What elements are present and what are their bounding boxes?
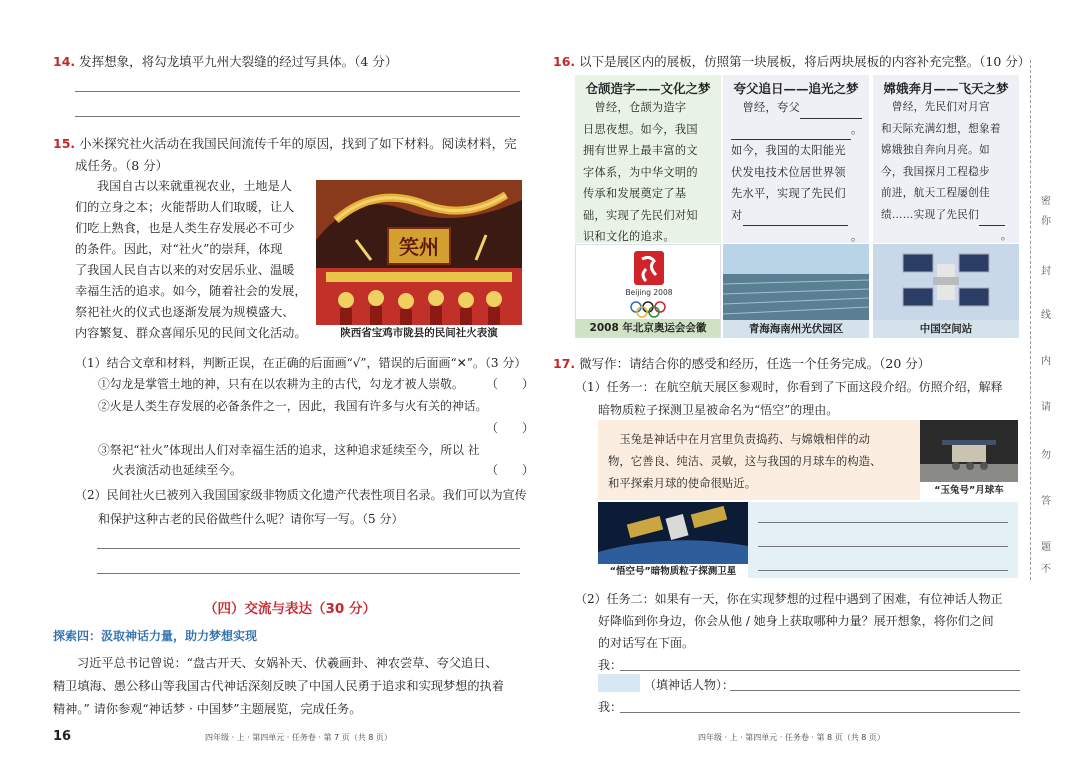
image-caption: 中国空间站 [873, 320, 1019, 338]
rover-illustration [920, 420, 1018, 482]
seal-text: 内 [1041, 356, 1051, 367]
emblem-text: Beijing 2008 [625, 288, 673, 297]
board-line: 字体系，为中华文明的 [583, 165, 698, 179]
answer-parenthesis[interactable]: （ ） [486, 377, 535, 391]
fill-blank[interactable] [800, 105, 862, 119]
question-text: 成任务。（8 分） [75, 158, 169, 173]
question-number: 17. [553, 356, 576, 371]
passage-line: 们的立身之本；火能帮助人们取暖，让人 [75, 200, 295, 214]
answer-line[interactable] [730, 690, 1020, 691]
photo-sign-text: 笑州 [399, 235, 439, 259]
answer-line[interactable] [758, 546, 1008, 547]
seal-text: 题 [1041, 542, 1051, 553]
board-line: 日思夜想。如今，我国 [583, 122, 698, 136]
passage-line: 的条件。因此，对“社火”的崇拜，体现 [75, 242, 283, 256]
image-caption: 青海海南州光伏园区 [723, 320, 869, 338]
intro-line: 和平探索月球的使命很贴近。 [608, 476, 757, 490]
page-footer: 四年级 · 上 · 第四单元 · 任务卷 · 第 7 页（共 8 页） [205, 733, 392, 742]
task-2-line: 的对话写在下面。 [598, 636, 695, 650]
dialog-me-label: 我： [598, 658, 623, 672]
seal-text: 请 [1041, 402, 1051, 413]
task-2-line: （2）任务二：如果有一天，你在实现梦想的过程中遇到了困难，有位神话人物正 [575, 592, 1003, 606]
fill-blank[interactable] [743, 212, 848, 226]
question-text: 小米探究社火活动在我国民间流传千年的原因，找到了如下材料。阅读材料，完 [79, 136, 517, 151]
rover-image [920, 420, 1018, 500]
fill-blank[interactable] [731, 126, 851, 140]
board-line: 础，实现了先民们对知 [583, 208, 698, 222]
satellite-illustration [598, 502, 748, 564]
intro-line: 物，它善良、纯洁、灵敏，这与我国的月球车的构造、 [608, 454, 882, 468]
seal-line [1030, 60, 1031, 580]
dialog-character-label: （填神话人物）： [644, 678, 735, 692]
satellite-image [598, 502, 748, 580]
board-body [583, 97, 715, 248]
subquestion-1: （1）结合文章和材料，判断正误，在正确的后面画“√”，错误的后面画“✕”。（3 分） [75, 356, 527, 370]
board-line: 拥有世界上最丰富的文 [583, 144, 698, 157]
olympic-emblem-icon [576, 245, 721, 321]
answer-line[interactable] [75, 116, 520, 117]
answer-line[interactable] [97, 548, 520, 549]
judgement-item-2: ②火是人类生存发展的必备条件之一，因此，我国有许多与火有关的神话。 [98, 399, 488, 413]
satellite-caption: “悟空号”暗物质粒子探测卫星 [598, 564, 748, 580]
answer-line[interactable] [620, 712, 1020, 713]
board-body: 曾经，先民们对月宫 和天际充满幻想，想象着 嫦娥独自奔向月亮。如 今，我国探月工程稳步 前进，航天工程屡创佳 绩……实现了先民们 。 [881, 97, 1013, 248]
answer-parenthesis[interactable]: （ ） [486, 463, 535, 477]
dialog-me-label: 我： [598, 700, 623, 714]
rover-caption: “玉兔号”月球车 [920, 482, 1018, 500]
quote-line: 精神。” 请你参观“神话梦 · 中国梦”主题展览，完成任务。 [53, 702, 362, 716]
judgement-item-3: ③祭祀“社火”体现出人们对幸福生活的追求，这种追求延续至今，所以 社 [98, 443, 480, 457]
task-1-cont: 暗物质粒子探测卫星被命名为“悟空”的理由。 [598, 403, 839, 417]
passage-line: 内容繁复、群众喜闻乐见的民间文化活动。 [75, 326, 307, 340]
board-title: 嫦娥奔月——飞天之梦 [883, 81, 1009, 96]
judgement-item-1: ①勾龙是掌管土地的神，只有在以农耕为主的古代，勾龙才被人崇敬。 [98, 377, 464, 391]
board-title: 夸父追日——追光之梦 [733, 81, 859, 96]
section-title: （四）交流与表达（30 分） [204, 601, 376, 617]
olympic-emblem-image [575, 244, 721, 338]
exhibit-board-2 [723, 75, 869, 243]
answer-line[interactable] [97, 573, 520, 574]
solar-park-image [723, 244, 869, 338]
shehuo-illustration [316, 180, 522, 325]
board-line: 先水平，实现了先民们 [731, 187, 846, 200]
answer-line[interactable] [75, 91, 520, 92]
answer-line[interactable] [620, 670, 1020, 671]
page-footer: 四年级 · 上 · 第四单元 · 任务卷 · 第 8 页（共 8 页） [698, 733, 885, 742]
board-line: 嫦娥独自奔向月亮。如 [881, 144, 990, 156]
question-text: 以下是展区内的展板，仿照第一块展板，将后两块展板的内容补充完整。（10 分） [579, 54, 1031, 69]
passage-line: 们吃上熟食，也是人类生存发展必不可少 [75, 221, 295, 235]
board-line: 曾经，夸父 [731, 101, 800, 114]
quote-paragraph [53, 652, 523, 721]
exhibit-board-1 [575, 75, 721, 243]
subquestion-2-cont: 和保护这种古老的民俗做些什么呢？请你写一写。（5 分） [98, 512, 404, 526]
intro-box [598, 420, 1018, 500]
question-14 [53, 52, 397, 70]
character-name-blank[interactable] [598, 674, 640, 692]
question-number: 14. [53, 54, 76, 69]
answer-parenthesis[interactable]: （ ） [486, 421, 535, 435]
board-line: 识和文化的追求。 [583, 230, 675, 243]
page-number: 16 [53, 729, 72, 744]
seal-text: 线 [1041, 310, 1051, 321]
board-line: 和天际充满幻想，想象着 [881, 122, 1001, 135]
space-station-illustration [873, 244, 1019, 320]
subquestion-2: （2）民间社火已被列入我国国家级非物质文化遗产代表性项目名录。我们可以为宣传 [75, 488, 527, 502]
seal-text: 你 [1041, 216, 1051, 227]
answer-line[interactable] [758, 570, 1008, 571]
board-line: 伏发电技术位居世界领 [731, 165, 846, 179]
seal-text: 封 [1041, 266, 1051, 277]
board-line: 今，我国探月工程稳步 [881, 165, 990, 178]
passage [75, 176, 315, 344]
shehuo-photo [316, 180, 522, 342]
intro-line: 玉兔是神话中在月宫里负责捣药、与嫦娥相伴的动 [608, 432, 870, 446]
board-line: 曾经，仓颉为造字 [583, 101, 687, 114]
writing-box [748, 502, 1018, 578]
seal-text: 不 [1041, 564, 1051, 575]
exhibit-board-3 [873, 75, 1019, 243]
question-number: 15. [53, 136, 76, 151]
intro-text [608, 428, 918, 494]
passage-line: 我国自古以来就重视农业，土地是人 [97, 179, 292, 193]
judgement-item-3-cont: 火表演活动也延续至今。 [112, 463, 242, 477]
answer-line[interactable] [758, 522, 1008, 523]
board-body: 曾经，夸父 。 如今，我国的太阳能光 伏发电技术位居世界领 先水平，实现了先民们 对 。 [731, 97, 863, 248]
task-2-line: 好降临到你身边，你会从他 / 她身上获取哪种力量？展开想象，将你们之间 [598, 614, 994, 628]
fill-blank[interactable] [979, 212, 1005, 226]
seal-text: 密 [1041, 196, 1051, 207]
passage-line: 幸福生活的追求。如今，随着社会的发展， [75, 284, 307, 298]
image-caption: 2008 年北京奥运会会徽 [576, 319, 720, 337]
passage-line: 祭祀社火的仪式也逐渐发展为规模盛大、 [75, 305, 295, 319]
question-text: 微写作：请结合你的感受和经历，任选一个任务完成。（20 分） [579, 356, 931, 371]
task-2 [575, 588, 1025, 654]
board-line: 如今，我国的太阳能光 [731, 144, 846, 157]
board-line: 对 [731, 208, 743, 222]
board-line: 曾经，先民们对月宫 [881, 101, 990, 113]
question-text: 发挥想象，将勾龙填平九州大裂缝的经过写具体。（4 分） [79, 54, 398, 69]
passage-line: 了我国人民自古以来的对安居乐业、温暖 [75, 263, 295, 277]
question-16 [553, 52, 1030, 70]
question-15 [53, 133, 523, 177]
question-17 [553, 354, 930, 372]
board-line: 传承和发展奠定了基 [583, 187, 687, 200]
board-line: 绩……实现了先民们 [881, 208, 980, 221]
question-number: 16. [553, 54, 576, 69]
board-title: 仓颉造字——文化之梦 [585, 81, 711, 96]
seal-text: 勿 [1041, 450, 1051, 461]
task-1: （1）任务一：在航空航天展区参观时，你看到了下面这段介绍。仿照介绍，解释 [575, 380, 1003, 394]
solar-park-illustration [723, 244, 869, 320]
seal-text: 答 [1041, 496, 1051, 507]
board-line: 前进，航天工程屡创佳 [881, 187, 990, 199]
explore-heading: 探索四：汲取神话力量，助力梦想实现 [53, 629, 258, 643]
quote-line: 精卫填海、愚公移山等我国古代神话深刻反映了中国人民勇于追求和实现梦想的执着 [53, 679, 504, 693]
quote-line: 习近平总书记曾说：“盘古开天、女娲补天、伏羲画卦、神农尝草、夸父追日、 [77, 656, 498, 670]
photo-caption: 陕西省宝鸡市陇县的民间社火表演 [316, 325, 522, 342]
space-station-image [873, 244, 1019, 338]
